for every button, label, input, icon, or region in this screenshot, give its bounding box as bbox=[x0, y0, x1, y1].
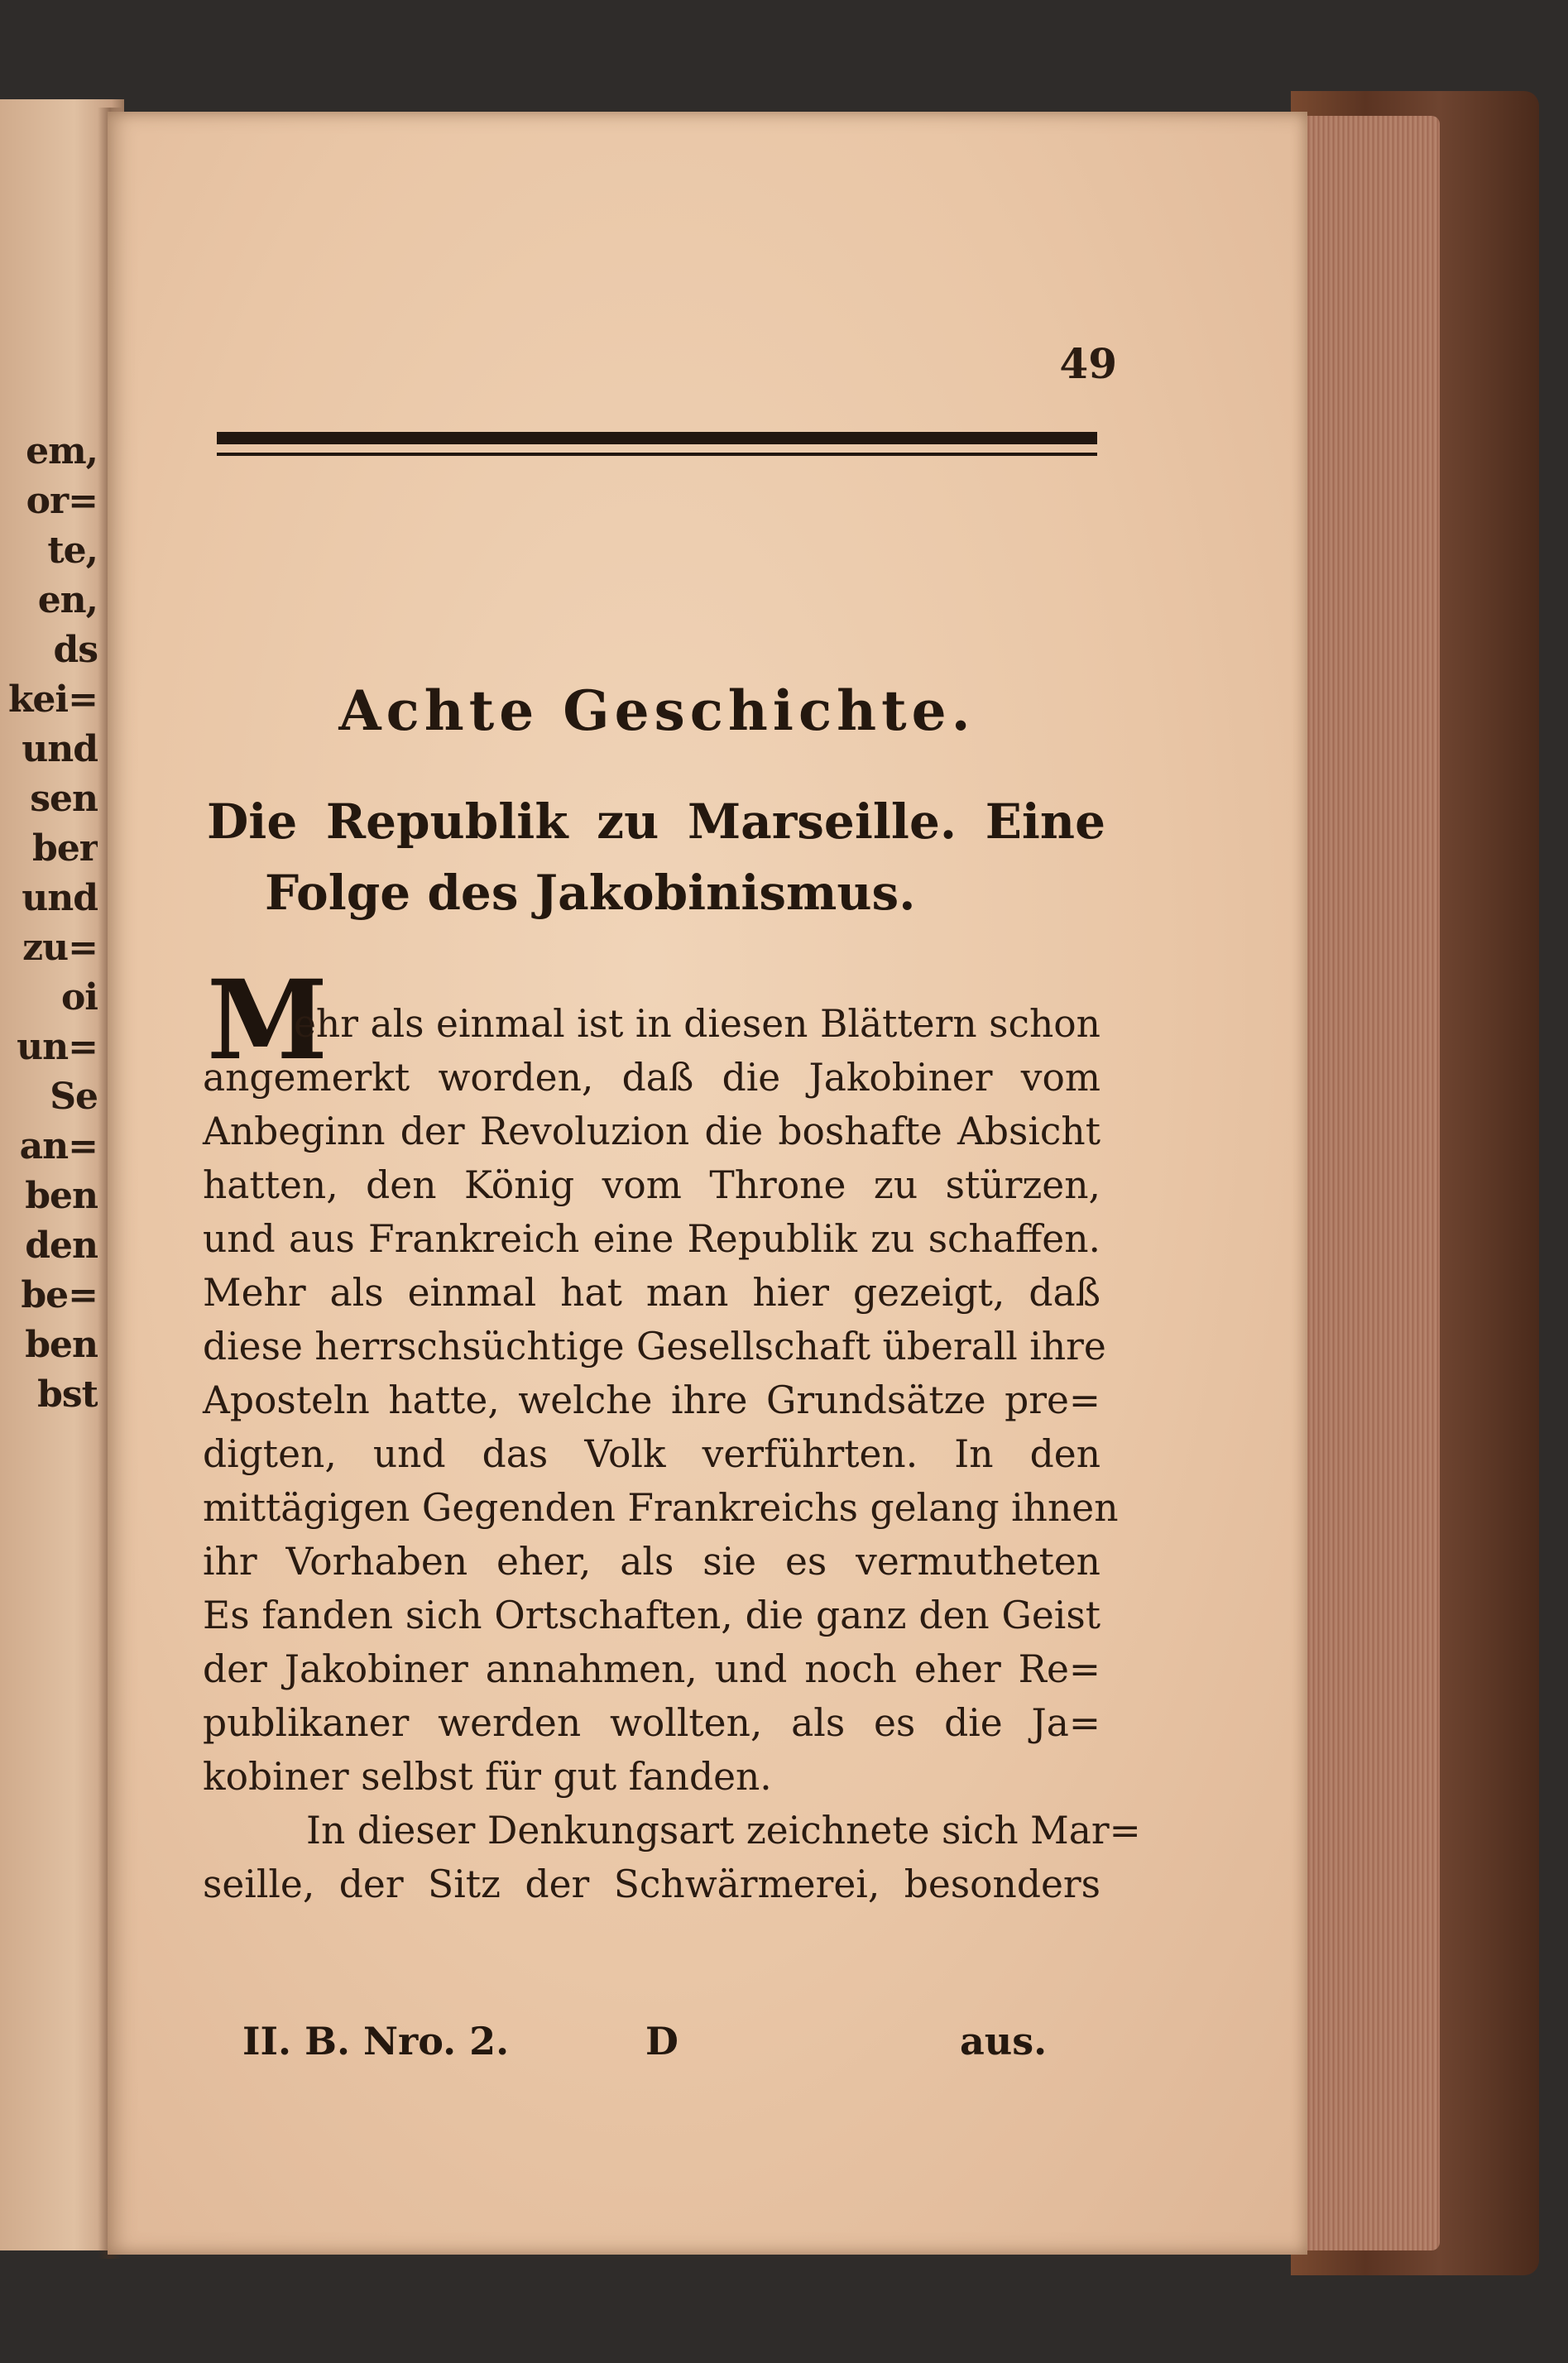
drop-cap: M bbox=[207, 956, 328, 1085]
text-line: seille, der Sitz der Schwärmerei, besonders bbox=[203, 1862, 1100, 1906]
text-line: Aposteln hatte, welche ihre Grundsätze pre= bbox=[203, 1378, 1100, 1422]
text-line: kobiner selbst für gut fanden. bbox=[203, 1755, 772, 1799]
left-page-word: be= bbox=[21, 1274, 98, 1316]
left-page-word: un= bbox=[17, 1026, 98, 1068]
text-line: mittägigen Gegenden Frankreichs gelang ihnen bbox=[203, 1486, 1119, 1530]
header-rule-thick bbox=[217, 432, 1097, 444]
left-page-word: kei= bbox=[7, 678, 98, 721]
chapter-title: Achte Geschichte. bbox=[338, 678, 976, 743]
text-line: In dieser Denkungsart zeichnete sich Mar= bbox=[306, 1809, 1141, 1853]
page-number: 49 bbox=[1059, 339, 1117, 388]
text-line: ehr als einmal ist in diesen Blättern schon bbox=[294, 1002, 1100, 1046]
body-text bbox=[203, 997, 1141, 1911]
page-edges bbox=[1299, 116, 1440, 2250]
text-line: publikaner werden wollten, als es die Ja= bbox=[203, 1701, 1100, 1745]
text-line: diese herrschsüchtige Gesellschaft überall ihre bbox=[203, 1325, 1106, 1368]
text-line: Anbeginn der Revoluzion die boshafte Absicht bbox=[203, 1110, 1100, 1153]
left-page-word: Se bbox=[50, 1076, 98, 1118]
left-page-word: zu= bbox=[22, 927, 98, 969]
left-page-word: und bbox=[22, 728, 98, 770]
subtitle-line: Folge des Jakobinismus. bbox=[265, 865, 916, 921]
left-page-word: te, bbox=[47, 530, 98, 572]
text-line: angemerkt worden, daß die Jakobiner vom bbox=[203, 1056, 1100, 1100]
chapter-subtitle bbox=[207, 786, 1105, 928]
text-line: ihr Vorhaben eher, als sie es vermutheten bbox=[203, 1540, 1100, 1584]
left-page-word: an= bbox=[19, 1125, 98, 1167]
text-line: und aus Frankreich eine Republik zu schaffen. bbox=[203, 1217, 1100, 1261]
left-page-word: oi bbox=[60, 976, 98, 1019]
left-page-word: ben bbox=[25, 1324, 98, 1366]
left-page-word: ber bbox=[32, 827, 98, 870]
signature-letter: D bbox=[645, 2019, 679, 2063]
signature-mark: II. B. Nro. 2. bbox=[242, 2019, 510, 2063]
left-page-word: en, bbox=[37, 579, 98, 621]
left-page-word: bst bbox=[37, 1373, 98, 1416]
text-line: Mehr als einmal hat man hier gezeigt, daß bbox=[203, 1271, 1100, 1315]
left-page-word: or= bbox=[26, 480, 98, 522]
left-page-word: den bbox=[25, 1225, 98, 1267]
subtitle-line: Die Republik zu Marseille. Eine bbox=[207, 793, 1105, 850]
left-page-word: sen bbox=[30, 778, 98, 820]
left-page-word: ds bbox=[53, 629, 98, 671]
text-line: der Jakobiner annahmen, und noch eher Re= bbox=[203, 1647, 1100, 1691]
header-rule-thin bbox=[217, 453, 1097, 456]
left-page-word: em, bbox=[26, 430, 98, 472]
left-page-word: und bbox=[22, 877, 98, 919]
text-line: digten, und das Volk verführten. In den bbox=[203, 1432, 1100, 1476]
catchword: aus. bbox=[960, 2019, 1048, 2063]
text-line: Es fanden sich Ortschaften, die ganz den Geist bbox=[203, 1594, 1100, 1637]
left-page-word: ben bbox=[25, 1175, 98, 1217]
text-line: hatten, den König vom Throne zu stürzen, bbox=[203, 1163, 1100, 1207]
